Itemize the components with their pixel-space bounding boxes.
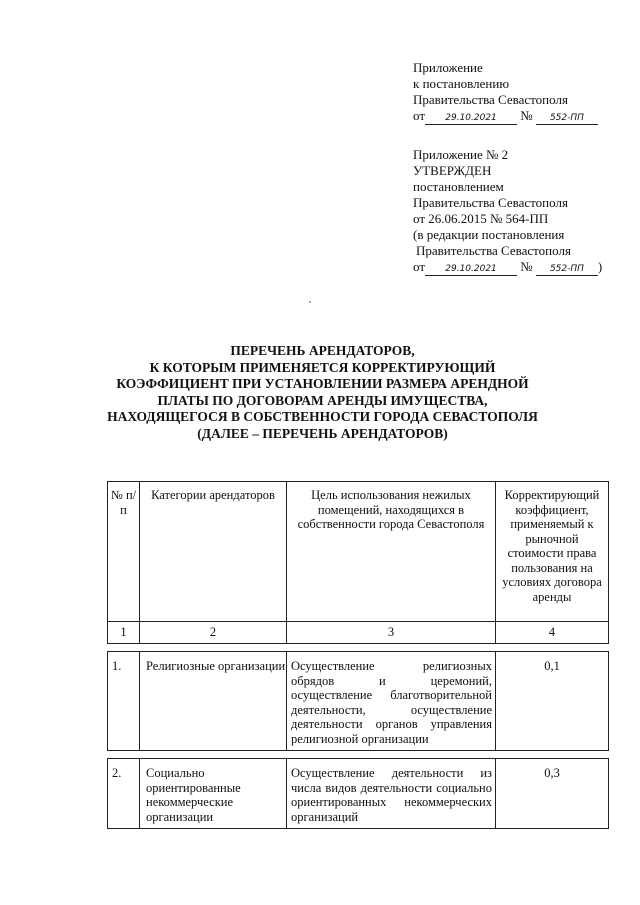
col-number: 3	[287, 622, 496, 644]
number-prefix: №	[520, 108, 533, 123]
row-coefficient: 0,3	[496, 759, 609, 829]
title-line: К КОТОРЫМ ПРИМЕНЯЕТСЯ КОРРЕКТИРУЮЩИЙ	[149, 359, 496, 375]
table-row	[108, 759, 609, 829]
edition-ref-line	[413, 259, 602, 276]
column-number-row	[108, 622, 609, 644]
table-spacer	[108, 751, 609, 759]
table-spacer	[108, 644, 609, 652]
header-num: № п/п	[108, 482, 140, 622]
col-number: 1	[108, 622, 140, 644]
row-category: Социально ориентированные некоммерческие организации	[140, 759, 287, 829]
row-purpose: Осуществление деятельности из числа видов деятельности социально ориентированных некоммерческих организаций	[287, 759, 496, 829]
handwritten-date2: 29.10.2021	[425, 264, 517, 276]
title-line: (ДАЛЕЕ – ПЕРЕЧЕНЬ АРЕНДАТОРОВ)	[197, 425, 448, 441]
row-purpose: Осуществление религиозных обрядов и церемоний, осуществление благотворительной деятельности, осуществление деятельности органов управления религиозной организации	[287, 652, 496, 751]
row-num: 1.	[108, 652, 140, 751]
approved-label: УТВЕРЖДЕН	[413, 163, 492, 178]
document-title	[80, 343, 565, 442]
header-purpose: Цель использования нежилых помещений, находящихся в собственности города Севастополя	[287, 482, 496, 622]
approval-block	[413, 147, 602, 276]
row-category: Религиозные организации	[140, 652, 287, 751]
original-resolution-ref: от 26.06.2015 № 564-ПП	[413, 211, 549, 226]
title-line: ПЛАТЫ ПО ДОГОВОРАМ АРЕНДЫ ИМУЩЕСТВА,	[157, 392, 488, 408]
title-line: НАХОДЯЩЕГОСЯ В СОБСТВЕННОСТИ ГОРОДА СЕВАСТОПОЛЯ	[107, 409, 538, 424]
title-line: КОЭФФИЦИЕНТ ПРИ УСТАНОВЛЕНИИ РАЗМЕРА АРЕНДНОЙ	[116, 376, 529, 391]
government3-label: Правительства Севастополя	[416, 243, 571, 258]
row-num: 2.	[108, 759, 140, 829]
header-category: Категории арендаторов	[140, 482, 287, 622]
number-prefix2: №	[520, 259, 533, 274]
government-label: Правительства Севастополя	[413, 92, 568, 107]
resolution-ref-line	[413, 108, 598, 125]
col-number: 2	[140, 622, 287, 644]
appendix2-label: Приложение № 2	[413, 147, 509, 162]
from-prefix: от	[413, 108, 426, 123]
tenants-table	[107, 481, 609, 829]
handwritten-date: 29.10.2021	[425, 113, 517, 125]
title-line: ПЕРЕЧЕНЬ АРЕНДАТОРОВ,	[230, 343, 415, 358]
to-resolution-label: к постановлению	[413, 76, 510, 91]
edition-label: (в редакции постановления	[413, 227, 565, 242]
government2-label: Правительства Севастополя	[413, 195, 568, 210]
col-number: 4	[496, 622, 609, 644]
by-resolution-label: постановлением	[413, 179, 504, 194]
from-prefix2: от	[413, 259, 426, 274]
header-coefficient: Корректирующий коэффициент, применяемый к рыночной стоимости права пользования на условиях договора аренды	[496, 482, 609, 622]
row-coefficient: 0,1	[496, 652, 609, 751]
handwritten-number: 552-ПП	[536, 113, 598, 125]
scan-speck	[309, 301, 311, 303]
appendix-header	[413, 60, 598, 125]
close-paren: )	[597, 259, 603, 274]
table-row	[108, 652, 609, 751]
table-header-row	[108, 482, 609, 622]
appendix-label: Приложение	[413, 60, 483, 75]
handwritten-number2: 552-ПП	[536, 264, 598, 276]
